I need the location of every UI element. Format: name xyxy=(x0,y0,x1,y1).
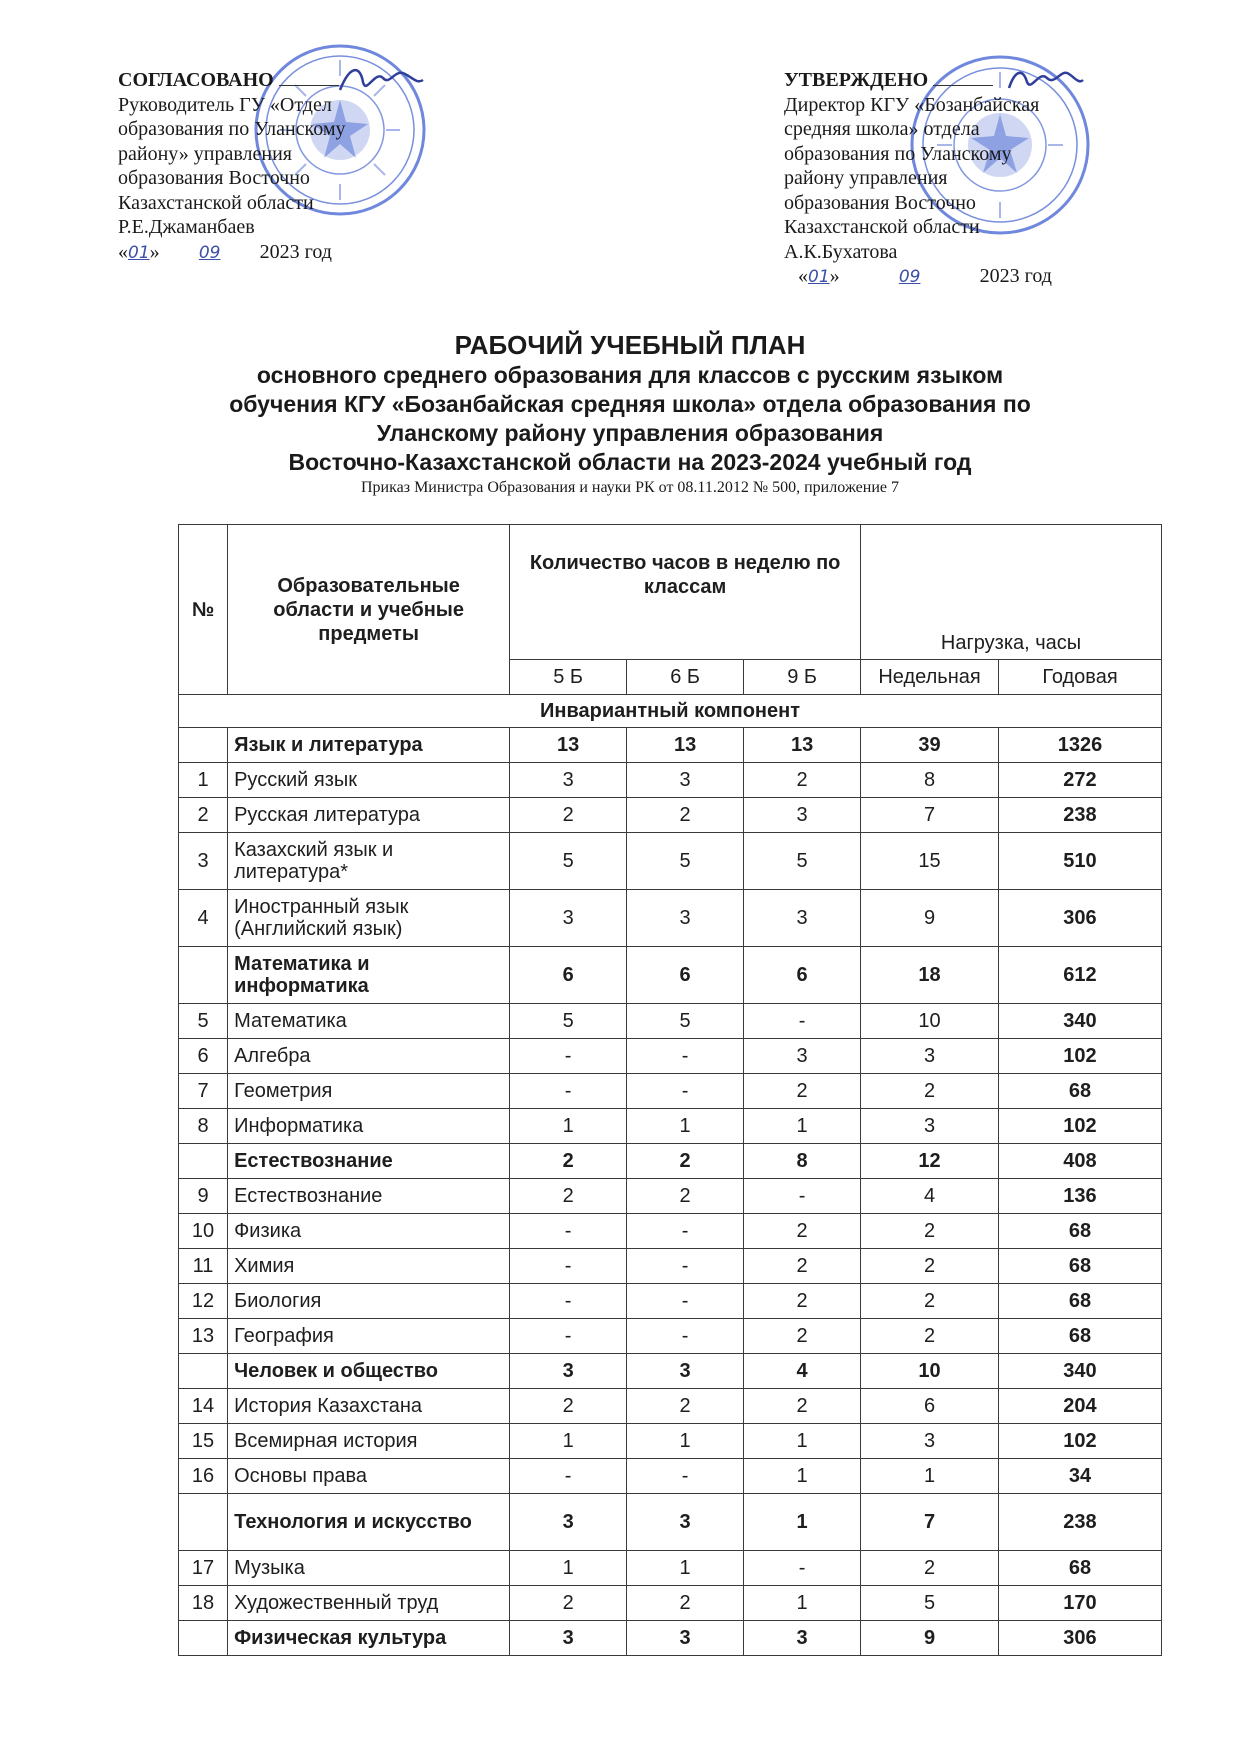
hours-6b: 13 xyxy=(627,728,744,763)
hours-5b: 3 xyxy=(510,1621,627,1656)
subject-group-row xyxy=(179,728,1162,763)
row-number: 16 xyxy=(179,1459,228,1494)
weekly-total: 6 xyxy=(861,1389,999,1424)
hours-9b: - xyxy=(744,1551,861,1586)
approval-left-line: Руководитель ГУ «Отдел xyxy=(118,93,332,116)
hours-5b: - xyxy=(510,1214,627,1249)
weekly-total: 12 xyxy=(861,1144,999,1179)
subject-row xyxy=(179,1389,1162,1424)
hours-5b: 2 xyxy=(510,1389,627,1424)
header-class-9b: 9 Б xyxy=(744,660,861,695)
row-number: 11 xyxy=(179,1249,228,1284)
hours-6b: - xyxy=(627,1249,744,1284)
header-number: № xyxy=(179,525,228,695)
header-weekly: Недельная xyxy=(861,660,999,695)
approval-right-head: УТВЕРЖДЕНО xyxy=(784,68,1114,93)
hours-6b: 3 xyxy=(627,1621,744,1656)
row-number: 5 xyxy=(179,1004,228,1039)
subject-name: Геометрия xyxy=(228,1074,510,1109)
row-number: 9 xyxy=(179,1179,228,1214)
yearly-total: 68 xyxy=(998,1249,1161,1284)
subject-name: Всемирная история xyxy=(228,1424,510,1459)
hours-9b: 3 xyxy=(744,1039,861,1074)
hours-6b: - xyxy=(627,1074,744,1109)
weekly-total: 2 xyxy=(861,1319,999,1354)
weekly-total: 9 xyxy=(861,890,999,947)
header-yearly: Годовая xyxy=(998,660,1161,695)
hours-5b: 3 xyxy=(510,1354,627,1389)
hours-5b: - xyxy=(510,1249,627,1284)
subject-row xyxy=(179,1074,1162,1109)
subject-row xyxy=(179,1109,1162,1144)
row-number xyxy=(179,728,228,763)
row-number: 3 xyxy=(179,833,228,890)
approval-left-day: 01 xyxy=(128,242,150,263)
weekly-total: 7 xyxy=(861,798,999,833)
header-class-6b: 6 Б xyxy=(627,660,744,695)
row-number: 2 xyxy=(179,798,228,833)
section-invariant: Инвариантный компонент xyxy=(179,695,1162,728)
subject-name: Алгебра xyxy=(228,1039,510,1074)
subject-name: Биология xyxy=(228,1284,510,1319)
subject-row xyxy=(179,1424,1162,1459)
approval-right-line: Директор КГУ «Бозанбайская xyxy=(784,93,1040,116)
hours-6b: 3 xyxy=(627,1494,744,1551)
hours-9b: - xyxy=(744,1004,861,1039)
hours-9b: 3 xyxy=(744,1621,861,1656)
hours-6b: - xyxy=(627,1214,744,1249)
row-number xyxy=(179,1144,228,1179)
hours-9b: 2 xyxy=(744,1249,861,1284)
hours-9b: 2 xyxy=(744,1284,861,1319)
approval-right-line: образования по Уланскому xyxy=(784,142,1012,165)
yearly-total: 68 xyxy=(998,1074,1161,1109)
yearly-total: 68 xyxy=(998,1214,1161,1249)
hours-6b: 6 xyxy=(627,947,744,1004)
yearly-total: 238 xyxy=(998,1494,1161,1551)
subject-name: История Казахстана xyxy=(228,1389,510,1424)
subject-row xyxy=(179,1214,1162,1249)
yearly-total: 306 xyxy=(998,1621,1161,1656)
approval-left-month: 09 xyxy=(198,242,221,263)
subject-name: Естествознание xyxy=(228,1144,510,1179)
row-number: 6 xyxy=(179,1039,228,1074)
weekly-total: 10 xyxy=(861,1004,999,1039)
hours-5b: 1 xyxy=(510,1424,627,1459)
approval-left-line: району» управления xyxy=(118,142,293,165)
approval-right-line: А.К.Бухатова xyxy=(784,240,898,263)
hours-5b: - xyxy=(510,1319,627,1354)
weekly-total: 9 xyxy=(861,1621,999,1656)
hours-9b: 1 xyxy=(744,1494,861,1551)
subject-row xyxy=(179,1459,1162,1494)
approval-left-line: Р.Е.Джаманбаев xyxy=(118,216,255,238)
weekly-total: 18 xyxy=(861,947,999,1004)
hours-6b: 1 xyxy=(627,1109,744,1144)
yearly-total: 306 xyxy=(998,890,1161,947)
row-number xyxy=(179,1354,228,1389)
hours-6b: 2 xyxy=(627,1389,744,1424)
row-number: 13 xyxy=(179,1319,228,1354)
subject-name: Русский язык xyxy=(228,763,510,798)
document-title-block xyxy=(180,330,1080,497)
hours-6b: 3 xyxy=(627,763,744,798)
hours-9b: 2 xyxy=(744,1389,861,1424)
yearly-total: 170 xyxy=(998,1586,1161,1621)
hours-6b: 1 xyxy=(627,1551,744,1586)
hours-6b: 1 xyxy=(627,1424,744,1459)
approval-block-right xyxy=(784,68,1114,290)
hours-6b: - xyxy=(627,1284,744,1319)
hours-6b: 2 xyxy=(627,1144,744,1179)
approval-right-line: средняя школа» отдела xyxy=(784,118,980,140)
hours-9b: 2 xyxy=(744,1319,861,1354)
order-reference: Приказ Министра Образования и науки РК от 08.11.2012 № 500, приложение 7 xyxy=(361,479,899,496)
subject-group-row xyxy=(179,1144,1162,1179)
hours-5b: 3 xyxy=(510,1494,627,1551)
yearly-total: 102 xyxy=(998,1039,1161,1074)
subject-group-row xyxy=(179,1494,1162,1551)
hours-6b: - xyxy=(627,1459,744,1494)
subject-row xyxy=(179,1551,1162,1586)
yearly-total: 340 xyxy=(998,1354,1161,1389)
curriculum-table xyxy=(178,524,1162,1656)
hours-5b: - xyxy=(510,1284,627,1319)
approval-right-line: району управления xyxy=(784,167,948,189)
subject-group-row xyxy=(179,1354,1162,1389)
subject-group-row xyxy=(179,1621,1162,1656)
header-subject: Образовательные области и учебные предметы xyxy=(228,525,510,695)
hours-9b: 2 xyxy=(744,1214,861,1249)
approval-left-line: Казахстанской области xyxy=(118,191,314,214)
row-number: 10 xyxy=(179,1214,228,1249)
weekly-total: 3 xyxy=(861,1109,999,1144)
subject-row xyxy=(179,1284,1162,1319)
subject-name: Информатика xyxy=(228,1109,510,1144)
weekly-total: 2 xyxy=(861,1249,999,1284)
weekly-total: 2 xyxy=(861,1074,999,1109)
header-load: Нагрузка, часы xyxy=(861,525,1162,660)
hours-5b: - xyxy=(510,1039,627,1074)
hours-9b: 1 xyxy=(744,1459,861,1494)
subject-row xyxy=(179,798,1162,833)
row-number: 14 xyxy=(179,1389,228,1424)
yearly-total: 1326 xyxy=(998,728,1161,763)
document-title: РАБОЧИЙ УЧЕБНЫЙ ПЛАН xyxy=(454,330,806,360)
hours-9b: - xyxy=(744,1179,861,1214)
subject-name: Физическая культура xyxy=(228,1621,510,1656)
row-number: 7 xyxy=(179,1074,228,1109)
hours-9b: 2 xyxy=(744,763,861,798)
row-number: 12 xyxy=(179,1284,228,1319)
document-subtitle-line: Уланскому району управления образования xyxy=(376,420,884,446)
subject-name: Математика и информатика xyxy=(228,947,510,1004)
hours-9b: 4 xyxy=(744,1354,861,1389)
row-number: 4 xyxy=(179,890,228,947)
weekly-total: 3 xyxy=(861,1424,999,1459)
hours-5b: 5 xyxy=(510,1004,627,1039)
approval-left-head: СОГЛАСОВАНО xyxy=(118,68,458,93)
header-class-5b: 5 Б xyxy=(510,660,627,695)
hours-9b: 2 xyxy=(744,1074,861,1109)
hours-9b: 6 xyxy=(744,947,861,1004)
subject-name: Иностранный язык (Английский язык) xyxy=(228,890,510,947)
hours-5b: 3 xyxy=(510,763,627,798)
row-number xyxy=(179,1494,228,1551)
subject-row xyxy=(179,833,1162,890)
yearly-total: 612 xyxy=(998,947,1161,1004)
subject-row xyxy=(179,1039,1162,1074)
weekly-total: 2 xyxy=(861,1284,999,1319)
hours-5b: - xyxy=(510,1459,627,1494)
document-subtitle-line: основного среднего образования для классов с русским языком xyxy=(256,362,1004,388)
hours-5b: 1 xyxy=(510,1551,627,1586)
row-number: 18 xyxy=(179,1586,228,1621)
hours-9b: 3 xyxy=(744,798,861,833)
hours-6b: 3 xyxy=(627,1354,744,1389)
yearly-total: 102 xyxy=(998,1109,1161,1144)
subject-name: Естествознание xyxy=(228,1179,510,1214)
subject-name: Художественный труд xyxy=(228,1586,510,1621)
subject-group-row xyxy=(179,947,1162,1004)
approval-right-day: 01 xyxy=(808,267,830,287)
weekly-total: 2 xyxy=(861,1551,999,1586)
yearly-total: 272 xyxy=(998,763,1161,798)
header-hours-per-week: Количество часов в неделю по классам xyxy=(510,525,861,660)
hours-9b: 5 xyxy=(744,833,861,890)
approval-block-left xyxy=(118,68,458,265)
hours-9b: 3 xyxy=(744,890,861,947)
yearly-total: 510 xyxy=(998,833,1161,890)
weekly-total: 3 xyxy=(861,1039,999,1074)
subject-row xyxy=(179,1249,1162,1284)
hours-5b: 6 xyxy=(510,947,627,1004)
hours-6b: 5 xyxy=(627,833,744,890)
hours-5b: 3 xyxy=(510,890,627,947)
hours-9b: 1 xyxy=(744,1586,861,1621)
weekly-total: 1 xyxy=(861,1459,999,1494)
approval-right-date: «01» 09 2023 год xyxy=(784,264,1114,290)
yearly-total: 340 xyxy=(998,1004,1161,1039)
subject-name: Химия xyxy=(228,1249,510,1284)
hours-6b: 2 xyxy=(627,1179,744,1214)
yearly-total: 34 xyxy=(998,1459,1161,1494)
subject-name: Русская литература xyxy=(228,798,510,833)
weekly-total: 8 xyxy=(861,763,999,798)
weekly-total: 15 xyxy=(861,833,999,890)
hours-5b: 2 xyxy=(510,798,627,833)
subject-name: Язык и литература xyxy=(228,728,510,763)
subject-row xyxy=(179,890,1162,947)
yearly-total: 204 xyxy=(998,1389,1161,1424)
document-subtitle-line: Восточно-Казахстанской области на 2023-2024 учебный год xyxy=(288,449,972,475)
document-subtitle-line: обучения КГУ «Бозанбайская средняя школа» отдела образования по xyxy=(229,391,1031,417)
hours-6b: 5 xyxy=(627,1004,744,1039)
weekly-total: 39 xyxy=(861,728,999,763)
hours-6b: 2 xyxy=(627,1586,744,1621)
weekly-total: 10 xyxy=(861,1354,999,1389)
subject-row xyxy=(179,1179,1162,1214)
weekly-total: 4 xyxy=(861,1179,999,1214)
subject-name: Музыка xyxy=(228,1551,510,1586)
row-number: 8 xyxy=(179,1109,228,1144)
subject-name: География xyxy=(228,1319,510,1354)
hours-5b: - xyxy=(510,1074,627,1109)
yearly-total: 68 xyxy=(998,1551,1161,1586)
approval-right-line: образования Восточно xyxy=(784,191,976,214)
hours-9b: 1 xyxy=(744,1109,861,1144)
weekly-total: 2 xyxy=(861,1214,999,1249)
hours-5b: 5 xyxy=(510,833,627,890)
subject-name: Математика xyxy=(228,1004,510,1039)
hours-5b: 1 xyxy=(510,1109,627,1144)
yearly-total: 68 xyxy=(998,1284,1161,1319)
subject-row xyxy=(179,1319,1162,1354)
subject-name: Казахский язык и литература* xyxy=(228,833,510,890)
approval-right-month: 09 xyxy=(898,267,921,287)
subject-row xyxy=(179,763,1162,798)
subject-name: Технология и искусство xyxy=(228,1494,510,1551)
approval-left-line: образования Восточно xyxy=(118,167,310,189)
row-number xyxy=(179,947,228,1004)
yearly-total: 102 xyxy=(998,1424,1161,1459)
yearly-total: 68 xyxy=(998,1319,1161,1354)
hours-6b: - xyxy=(627,1039,744,1074)
hours-5b: 13 xyxy=(510,728,627,763)
hours-6b: 2 xyxy=(627,798,744,833)
row-number: 1 xyxy=(179,763,228,798)
hours-5b: 2 xyxy=(510,1144,627,1179)
subject-name: Основы права xyxy=(228,1459,510,1494)
subject-name: Физика xyxy=(228,1214,510,1249)
approval-left-date: «01» 09 2023 год xyxy=(118,240,458,266)
row-number xyxy=(179,1621,228,1656)
hours-6b: 3 xyxy=(627,890,744,947)
hours-9b: 8 xyxy=(744,1144,861,1179)
approval-right-line: Казахстанской области xyxy=(784,216,980,238)
subject-name: Человек и общество xyxy=(228,1354,510,1389)
yearly-total: 136 xyxy=(998,1179,1161,1214)
hours-5b: 2 xyxy=(510,1179,627,1214)
hours-9b: 1 xyxy=(744,1424,861,1459)
weekly-total: 5 xyxy=(861,1586,999,1621)
yearly-total: 238 xyxy=(998,798,1161,833)
yearly-total: 408 xyxy=(998,1144,1161,1179)
row-number: 17 xyxy=(179,1551,228,1586)
row-number: 15 xyxy=(179,1424,228,1459)
hours-9b: 13 xyxy=(744,728,861,763)
hours-5b: 2 xyxy=(510,1586,627,1621)
hours-6b: - xyxy=(627,1319,744,1354)
subject-row xyxy=(179,1586,1162,1621)
subject-row xyxy=(179,1004,1162,1039)
approval-left-line: образования по Уланскому xyxy=(118,118,346,140)
weekly-total: 7 xyxy=(861,1494,999,1551)
